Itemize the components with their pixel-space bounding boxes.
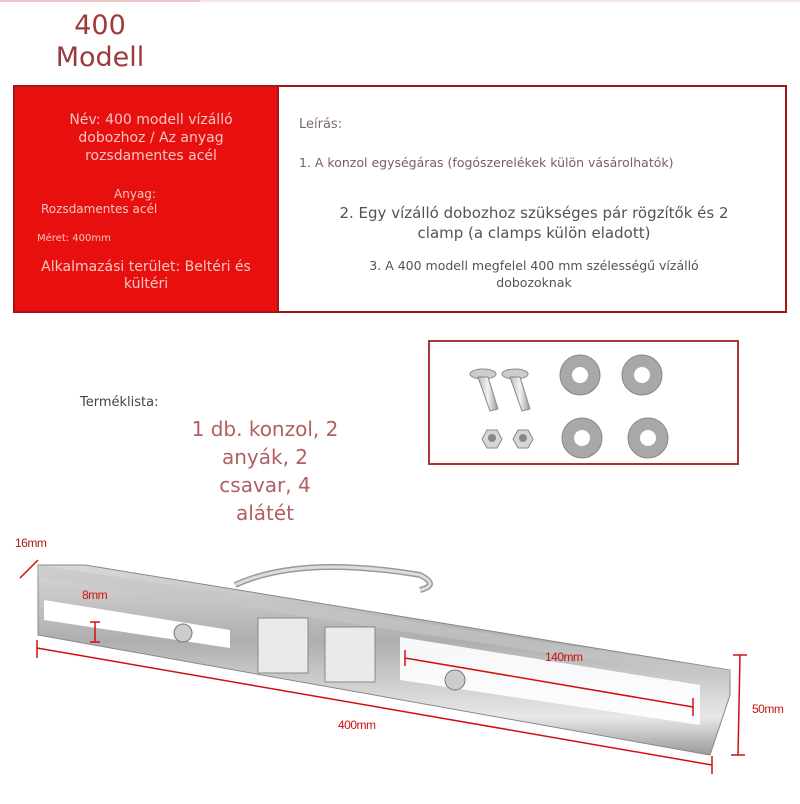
title-line-2: Modell [55, 42, 145, 73]
dim-slot-length: 140mm [545, 650, 583, 664]
hardware-image [428, 340, 739, 465]
description-item: 3. A 400 modell megfelel 400 mm szélességű vízálló dobozoknak [369, 258, 699, 290]
spec-size: Méret: 400mm [37, 233, 111, 244]
hose-clamp [235, 567, 430, 590]
description-item: 2. Egy vízálló dobozhoz szükséges pár rögzítők és 2 clamp (a clamps külön eladott) [339, 204, 729, 242]
title-line-1: 400 [74, 10, 126, 41]
top-border [0, 0, 800, 2]
product-list-label: Terméklista: [80, 395, 159, 410]
material-label: Anyag: [114, 187, 156, 201]
hardware-illustration [430, 342, 737, 463]
description-item: 1. A konzol egységáras (fogószerelékek külön vásárolhatók) [299, 155, 674, 170]
description-heading: Leírás: [299, 117, 343, 132]
spec-material [15, 187, 277, 217]
spec-name: Név: 400 modell vízálló dobozhoz / Az anyag rozsdamentes acél [69, 112, 233, 164]
bracket-illustration [0, 520, 800, 800]
spec-application: Alkalmazási terület: Beltéri és kültéri [41, 259, 251, 292]
bolt-icon [502, 369, 530, 411]
bolt-icon [470, 369, 498, 411]
nut-icon [513, 430, 533, 448]
description-panel [277, 85, 787, 313]
bracket-image [0, 520, 800, 800]
dim-thickness: 16mm [15, 536, 47, 550]
dim-slot-width: 8mm [82, 588, 108, 602]
nut-icon [482, 430, 502, 448]
dim-height: 50mm [752, 702, 784, 716]
model-title [40, 10, 160, 74]
product-list-contents: 1 db. konzol, 2 anyák, 2 csavar, 4 alátét [191, 417, 339, 525]
dim-length: 400mm [338, 718, 376, 732]
spec-panel [13, 85, 277, 313]
material-value: Rozsdamentes acél [41, 202, 158, 216]
